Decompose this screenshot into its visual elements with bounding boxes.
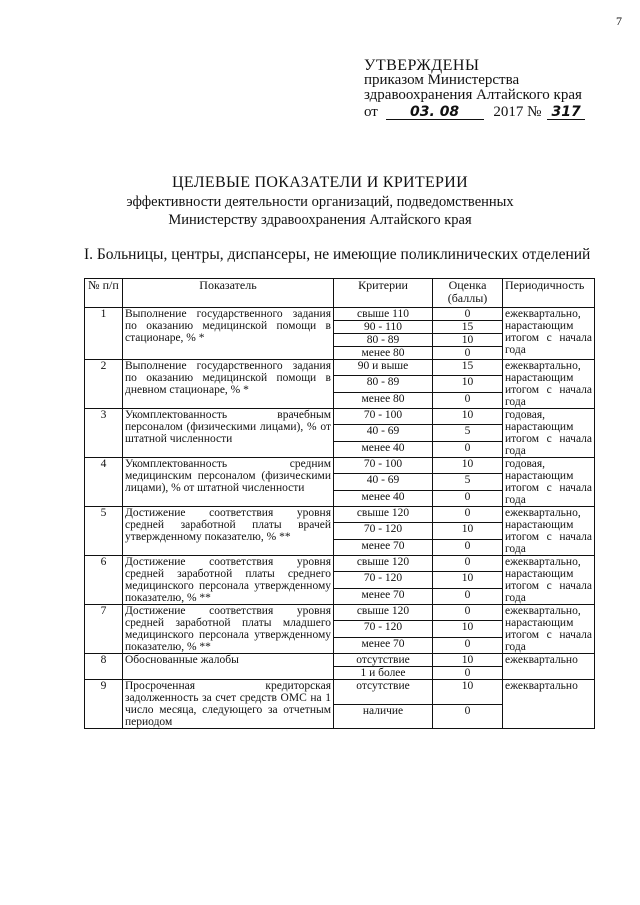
cell-score: 0 (433, 588, 503, 604)
table-row (85, 654, 595, 667)
cell-num: 3 (85, 409, 123, 458)
cell-criteria: 1 и более (334, 667, 433, 680)
cell-score: 10 (433, 334, 503, 347)
cell-indicator: Выполнение государственного задания по оказанию медицинской помощи в дневном стационаре, % * (123, 360, 334, 409)
order-number-handwritten: 317 (547, 106, 585, 120)
order-year: 2017 № (493, 104, 542, 120)
cell-score: 10 (433, 680, 503, 705)
cell-indicator: Укомплектованность средним медицинским персоналом (физическими лицами), % от штатной численности (123, 458, 334, 507)
table-row (85, 605, 595, 621)
cell-criteria: отсутствие (334, 680, 433, 705)
approval-title: УТВЕРЖДЕНЫ (364, 57, 480, 74)
cell-period: годовая, нарастающим итогом с начала года (503, 409, 595, 458)
table-row (85, 360, 595, 376)
cell-criteria: 70 - 100 (334, 458, 433, 474)
approval-line-1: приказом Министерства (364, 72, 520, 88)
cell-score: 15 (433, 360, 503, 376)
cell-period: ежеквартально, нарастающим итогом с начала года (503, 308, 595, 360)
cell-criteria: менее 70 (334, 588, 433, 604)
cell-indicator: Обоснованные жалобы (123, 654, 334, 680)
header-num: № п/п (85, 279, 123, 308)
approval-line-2: здравоохранения Алтайского края (364, 87, 582, 103)
criteria-table (84, 278, 595, 729)
cell-score: 10 (433, 409, 503, 425)
cell-indicator: Достижение соответствия уровня средней заработной платы врачей утвержденному показателю, % ** (123, 507, 334, 556)
cell-score: 5 (433, 425, 503, 441)
cell-score: 15 (433, 321, 503, 334)
cell-criteria: менее 70 (334, 637, 433, 653)
doc-subtitle-2: Министерству здравоохранения Алтайского края (168, 212, 472, 228)
cell-num: 5 (85, 507, 123, 556)
table-row (85, 308, 595, 321)
cell-criteria: менее 80 (334, 392, 433, 408)
cell-num: 8 (85, 654, 123, 680)
cell-period: ежеквартально (503, 680, 595, 729)
header-indicator: Показатель (123, 279, 334, 308)
cell-period: ежеквартально, нарастающим итогом с начала года (503, 605, 595, 654)
cell-num: 4 (85, 458, 123, 507)
cell-criteria: менее 70 (334, 539, 433, 555)
approval-block (364, 58, 585, 120)
cell-period: годовая, нарастающим итогом с начала года (503, 458, 595, 507)
cell-criteria: 70 - 120 (334, 621, 433, 637)
cell-criteria: отсутствие (334, 654, 433, 667)
cell-criteria: 90 и выше (334, 360, 433, 376)
cell-indicator: Достижение соответствия уровня средней заработной платы среднего медицинского персонала утвержденному показателю, % ** (123, 556, 334, 605)
header-score: Оценка (баллы) (433, 279, 503, 308)
header-period: Периодичность (503, 279, 595, 308)
cell-period: ежеквартально (503, 654, 595, 680)
cell-criteria: менее 40 (334, 441, 433, 457)
cell-score: 0 (433, 441, 503, 457)
cell-criteria: 70 - 100 (334, 409, 433, 425)
table-row (85, 680, 595, 705)
cell-criteria: 80 - 89 (334, 376, 433, 392)
cell-score: 10 (433, 572, 503, 588)
cell-num: 7 (85, 605, 123, 654)
cell-indicator: Укомплектованность врачебным персоналом (физическими лицами), % от штатной численности (123, 409, 334, 458)
cell-period: ежеквартально, нарастающим итогом с начала года (503, 556, 595, 605)
cell-score: 10 (433, 376, 503, 392)
cell-score: 0 (433, 490, 503, 506)
doc-subtitle-1: эффективности деятельности организаций, подведомственных (126, 194, 514, 210)
cell-num: 9 (85, 680, 123, 729)
cell-indicator: Просроченная кредиторская задолженность за счет средств ОМС на 1 число месяца, следующего за отчетным периодом (123, 680, 334, 729)
cell-criteria: менее 40 (334, 490, 433, 506)
cell-score: 0 (433, 637, 503, 653)
cell-score: 0 (433, 605, 503, 621)
cell-num: 2 (85, 360, 123, 409)
table-row (85, 556, 595, 572)
cell-period: ежеквартально, нарастающим итогом с начала года (503, 507, 595, 556)
table-row (85, 507, 595, 523)
cell-score: 10 (433, 654, 503, 667)
cell-score: 0 (433, 556, 503, 572)
cell-score: 0 (433, 347, 503, 360)
cell-score: 0 (433, 539, 503, 555)
cell-criteria: свыше 120 (334, 507, 433, 523)
cell-criteria: свыше 120 (334, 605, 433, 621)
cell-score: 10 (433, 458, 503, 474)
cell-criteria: свыше 120 (334, 556, 433, 572)
cell-criteria: 40 - 69 (334, 474, 433, 490)
cell-score: 0 (433, 667, 503, 680)
cell-criteria: 40 - 69 (334, 425, 433, 441)
table-row (85, 409, 595, 425)
order-prefix: от (364, 104, 378, 120)
page-number: 7 (616, 14, 622, 28)
cell-score: 10 (433, 621, 503, 637)
cell-num: 6 (85, 556, 123, 605)
cell-criteria: наличие (334, 704, 433, 729)
cell-score: 0 (433, 392, 503, 408)
cell-criteria: 80 - 89 (334, 334, 433, 347)
cell-num: 1 (85, 308, 123, 360)
cell-criteria: 90 - 110 (334, 321, 433, 334)
cell-period: ежеквартально, нарастающим итогом с начала года (503, 360, 595, 409)
cell-indicator: Достижение соответствия уровня средней заработной платы младшего медицинского персонала утвержденному показателю, % ** (123, 605, 334, 654)
section-heading: I. Больницы, центры, диспансеры, не имеющие поликлинических отделений (84, 246, 591, 263)
cell-indicator: Выполнение государственного задания по оказанию медицинской помощи в стационаре, % * (123, 308, 334, 360)
cell-criteria: 70 - 120 (334, 572, 433, 588)
cell-criteria: свыше 110 (334, 308, 433, 321)
cell-score: 10 (433, 523, 503, 539)
order-date-handwritten: 03. 08 (386, 106, 484, 120)
cell-criteria: 70 - 120 (334, 523, 433, 539)
cell-score: 0 (433, 507, 503, 523)
cell-criteria: менее 80 (334, 347, 433, 360)
table-header (85, 279, 595, 308)
approval-order-line (364, 105, 585, 120)
table-row (85, 458, 595, 474)
table-body (85, 308, 595, 729)
cell-score: 0 (433, 308, 503, 321)
doc-title: ЦЕЛЕВЫЕ ПОКАЗАТЕЛИ И КРИТЕРИИ (172, 174, 468, 191)
cell-score: 0 (433, 704, 503, 729)
cell-score: 5 (433, 474, 503, 490)
header-criteria: Критерии (334, 279, 433, 308)
